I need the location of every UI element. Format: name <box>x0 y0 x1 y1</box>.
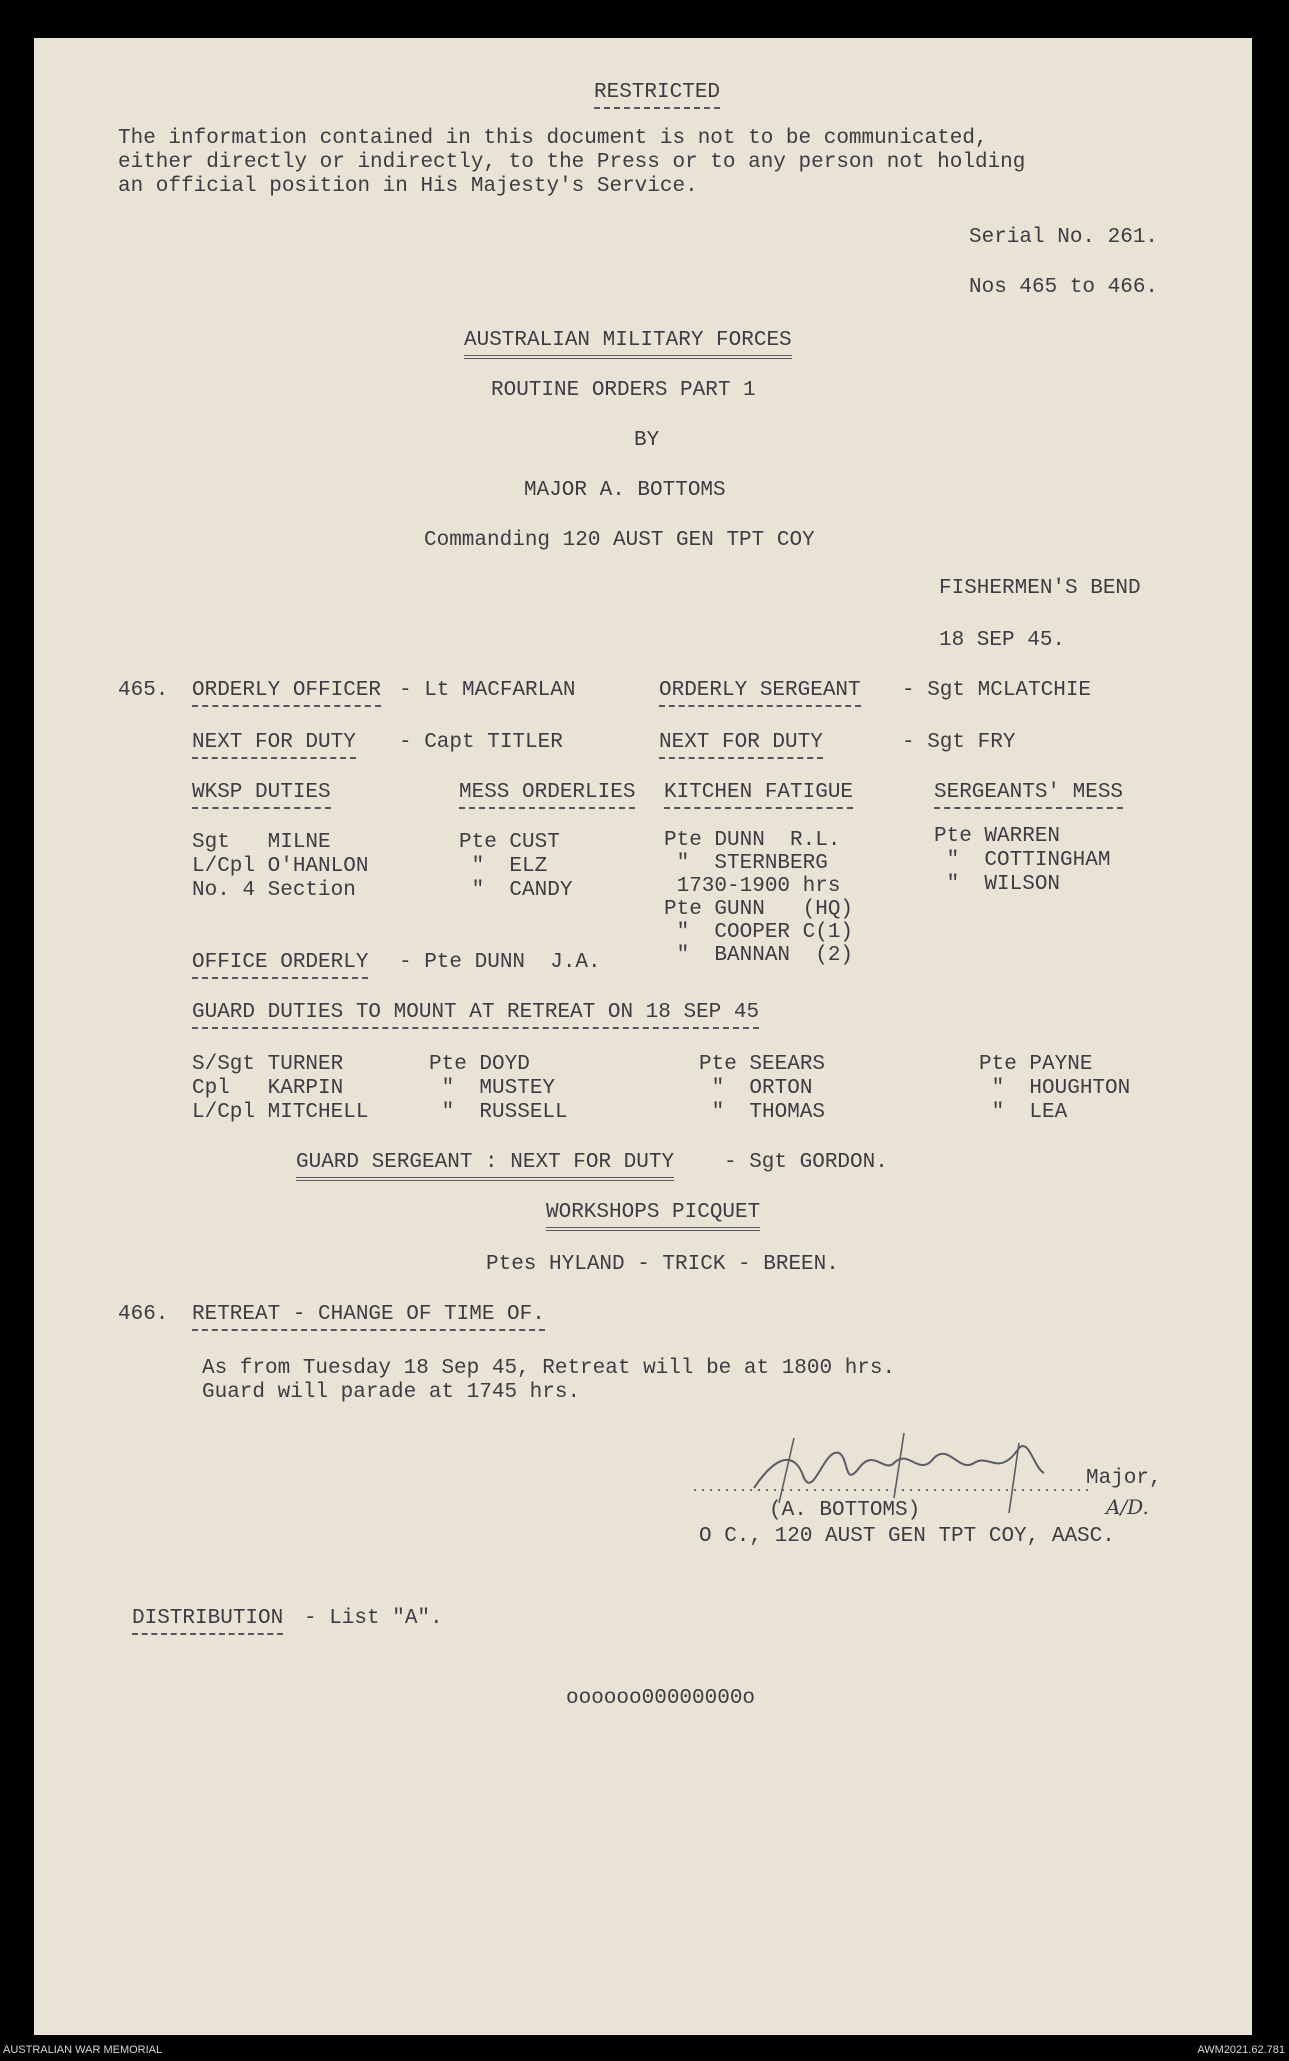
order-466-heading: RETREAT - CHANGE OF TIME OF. <box>192 1302 545 1331</box>
order-466-body-2: Guard will parade at 1745 hrs. <box>202 1381 581 1404</box>
col-header-sgts-mess: SERGEANTS' MESS <box>934 780 1123 809</box>
guard-col1-line-2: Cpl KARPIN <box>192 1077 344 1100</box>
notice-line-3: an official position in His Majesty's Service. <box>118 175 698 198</box>
kitchen-line-4: Pte GUNN (HQ) <box>664 898 854 921</box>
orderly-sergeant: - Sgt MCLATCHIE <box>902 679 1092 702</box>
date: 18 SEP 45. <box>939 629 1066 652</box>
footer-accession-number: AWM2021.62.781 <box>1197 2044 1285 2056</box>
kitchen-line-3: 1730-1900 hrs <box>664 875 841 898</box>
sgts-mess-line-3: " WILSON <box>934 873 1061 896</box>
order-465-number: 465. <box>118 679 169 702</box>
distribution-list: - List "A". <box>304 1607 443 1630</box>
distribution-label: DISTRIBUTION <box>132 1606 283 1635</box>
col-header-mess: MESS ORDERLIES <box>459 780 635 809</box>
wksp-line-1: Sgt MILNE <box>192 831 331 854</box>
notice-line-2: either directly or indirectly, to the Press or to any person not holding <box>118 151 1026 174</box>
title-line-1: AUSTRALIAN MILITARY FORCES <box>464 328 792 359</box>
guard-sergeant-label: GUARD SERGEANT : NEXT FOR DUTY <box>296 1150 674 1181</box>
sgts-mess-line-2: " COTTINGHAM <box>934 849 1111 872</box>
kitchen-line-1: Pte DUNN R.L. <box>664 829 841 852</box>
notice-line-1: The information contained in this document is not to be communicated, <box>118 127 988 150</box>
title-line-3: BY <box>634 429 660 452</box>
office-orderly: - Pte DUNN J.A. <box>399 951 601 974</box>
col-header-wksp: WKSP DUTIES <box>192 780 331 809</box>
guard-col4-line-2: " HOUGHTON <box>979 1077 1131 1100</box>
guard-col3-line-3: " THOMAS <box>699 1101 826 1124</box>
mess-line-3: " CANDY <box>459 879 573 902</box>
orderly-officer-label: ORDERLY OFFICER <box>192 678 381 707</box>
guard-col3-line-1: Pte SEEARS <box>699 1053 826 1076</box>
guard-col2-line-3: " RUSSELL <box>429 1101 568 1124</box>
office-orderly-label: OFFICE ORDERLY <box>192 950 368 979</box>
guard-col4-line-3: " LEA <box>979 1101 1068 1124</box>
next-duty-label: NEXT FOR DUTY <box>192 730 356 759</box>
kitchen-line-2: " STERNBERG <box>664 852 828 875</box>
guard-col2-line-2: " MUSTEY <box>429 1077 556 1100</box>
signature-dotted-line <box>694 1486 1094 1494</box>
orderly-officer: - Lt MACFARLAN <box>399 679 576 702</box>
guard-col1-line-3: L/Cpl MITCHELL <box>192 1101 369 1124</box>
guard-col2-line-1: Pte DOYD <box>429 1053 530 1076</box>
signature-initials: A/D. <box>1106 1495 1149 1519</box>
col-header-kitchen: KITCHEN FATIGUE <box>664 780 853 809</box>
order-466-body-1: As from Tuesday 18 Sep 45, Retreat will be at 1800 hrs. <box>202 1357 896 1380</box>
signature-unit: O C., 120 AUST GEN TPT COY, AASC. <box>699 1525 1115 1548</box>
end-mark: oooooo00000000o <box>566 1687 756 1710</box>
mess-line-1: Pte CUST <box>459 831 560 854</box>
signature-name: (A. BOTTOMS) <box>769 1499 921 1522</box>
wksp-line-3: No. 4 Section <box>192 879 356 902</box>
next-duty-officer: - Capt TITLER <box>399 731 563 754</box>
signature-rank: Major, <box>1086 1467 1162 1490</box>
guard-col1-line-1: S/Sgt TURNER <box>192 1053 344 1076</box>
mess-line-2: " ELZ <box>459 855 548 878</box>
next-duty-sergeant: - Sgt FRY <box>902 731 1016 754</box>
next-duty-label-2: NEXT FOR DUTY <box>659 730 823 759</box>
guard-sergeant: - Sgt GORDON. <box>724 1151 888 1174</box>
orderly-sergeant-label: ORDERLY SERGEANT <box>659 678 861 707</box>
guard-col3-line-2: " ORTON <box>699 1077 813 1100</box>
kitchen-line-6: " BANNAN (2) <box>664 944 854 967</box>
guard-duties-heading: GUARD DUTIES TO MOUNT AT RETREAT ON 18 SEP 45 <box>192 1000 759 1029</box>
footer-institution: AUSTRALIAN WAR MEMORIAL <box>3 2044 163 2056</box>
wksp-line-2: L/Cpl O'HANLON <box>192 855 369 878</box>
document-page <box>34 38 1252 2035</box>
serial-number: Serial No. 261. <box>969 226 1159 249</box>
order-numbers: Nos 465 to 466. <box>969 276 1159 299</box>
sgts-mess-line-1: Pte WARREN <box>934 825 1061 848</box>
kitchen-line-5: " COOPER C(1) <box>664 921 854 944</box>
picquet-heading: WORKSHOPS PICQUET <box>546 1200 760 1231</box>
title-line-2: ROUTINE ORDERS PART 1 <box>491 379 756 402</box>
title-line-4: MAJOR A. BOTTOMS <box>524 479 726 502</box>
guard-col4-line-1: Pte PAYNE <box>979 1053 1093 1076</box>
order-466-number: 466. <box>118 1303 169 1326</box>
restricted-heading: RESTRICTED <box>594 80 720 109</box>
picquet-names: Ptes HYLAND - TRICK - BREEN. <box>486 1253 839 1276</box>
place: FISHERMEN'S BEND <box>939 577 1141 600</box>
title-line-5: Commanding 120 AUST GEN TPT COY <box>424 529 815 552</box>
